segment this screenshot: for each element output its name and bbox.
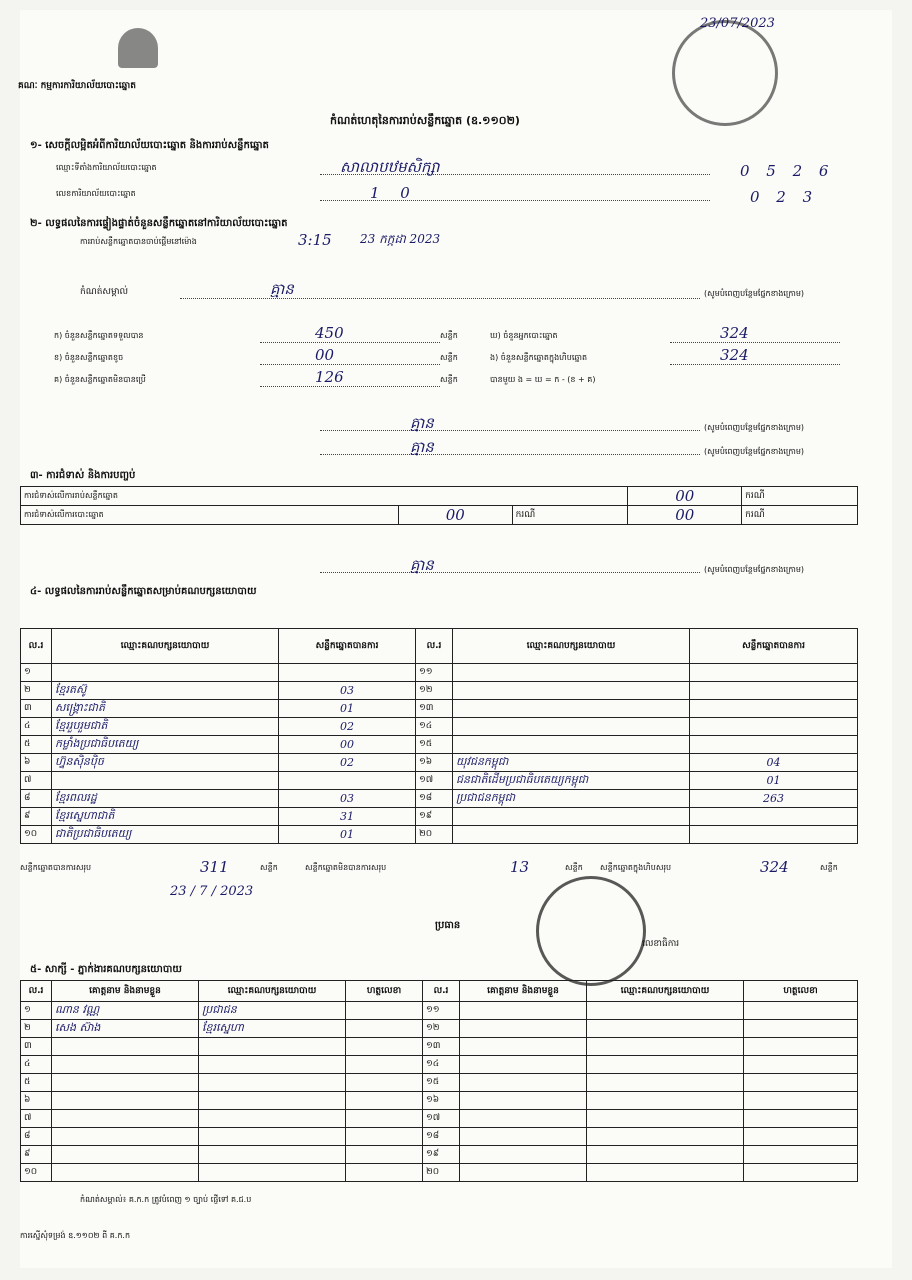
ballots-box-label: ង) ចំនួនសន្លឹកឆ្នោតក្នុងហិបឆ្នោត [490, 353, 588, 362]
obj-row2b-unit: ករណី [742, 506, 858, 525]
voters-label: ឃ) ចំនួនអ្នកបោះឆ្នោត [490, 331, 558, 340]
vote-cell [453, 664, 690, 682]
witness-cell: ២ [21, 1020, 52, 1038]
table-row [21, 772, 858, 790]
witness-cell [460, 1092, 587, 1110]
votes-col-party-r: ឈ្មោះគណបក្សនយោបាយ [453, 629, 690, 664]
witness-cell: ១៩ [423, 1146, 460, 1164]
witness-cell [587, 1056, 744, 1074]
table-row [21, 1110, 858, 1128]
witness-cell: ៦ [21, 1092, 52, 1110]
vote-cell: យុវជនកម្ពុជា [453, 754, 690, 772]
table-row [21, 718, 858, 736]
official-stamp-bottom [536, 876, 646, 986]
witness-cell [346, 1092, 423, 1110]
section5-title: ៥- សាក្សី - ភ្នាក់ងារគណបក្សនយោបាយ [30, 964, 182, 975]
vote-cell: ១១ [416, 664, 453, 682]
witness-cell [199, 1146, 346, 1164]
witness-cell [199, 1056, 346, 1074]
obj-row1-label: ការជំទាស់លើការរាប់សន្លឹកឆ្នោត [21, 487, 628, 506]
vote-cell: ១០ [21, 826, 52, 844]
formula: បានមួយ ង = ឃ = ក - (ខ + គ) [490, 375, 596, 384]
total-valid: 311 [200, 858, 229, 876]
witness-cell [587, 1128, 744, 1146]
total-invalid-label: សន្លឹកឆ្នោតមិនបានការសរុប [305, 863, 387, 872]
vote-cell [52, 772, 279, 790]
chair-label: ប្រធាន [435, 920, 461, 931]
witness-cell [460, 1110, 587, 1128]
vote-cell [453, 700, 690, 718]
vote-cell [453, 808, 690, 826]
witness-cell [199, 1164, 346, 1182]
vote-cell: ១៣ [416, 700, 453, 718]
vote-cell: ខ្មែរស្នេហាជាតិ [52, 808, 279, 826]
witness-cell [346, 1164, 423, 1182]
obj-row2b-value: 00 [628, 506, 742, 525]
vote-cell [690, 664, 858, 682]
wit-col-party-l: ឈ្មោះគណបក្សនយោបាយ [199, 981, 346, 1002]
wit-col-no-l: ល.រ [21, 981, 52, 1002]
count-a-label: ក) ចំនួនសន្លឹកឆ្នោតទទួលបាន [54, 331, 144, 340]
witness-cell: ១៧ [423, 1110, 460, 1128]
witness-cell [52, 1038, 199, 1056]
witness-cell: សេង ស៊ាង [52, 1020, 199, 1038]
votes-col-votes-l: សន្លឹកឆ្នោតបានការ [279, 629, 416, 664]
witness-cell [460, 1056, 587, 1074]
vote-cell [279, 664, 416, 682]
total-invalid-unit: សន្លឹក [565, 863, 583, 872]
witness-cell: ខ្មែរស្នេហា [199, 1020, 346, 1038]
witness-cell [744, 1092, 858, 1110]
s2-time-value: 3:15 [298, 231, 332, 249]
secretary-label: លេខាធិការ [642, 939, 680, 949]
vote-cell: ខ្មែរពលរដ្ឋ [52, 790, 279, 808]
vote-cell: 03 [279, 682, 416, 700]
witness-cell [346, 1038, 423, 1056]
s2-note3-value: គ្មាន [410, 438, 434, 456]
vote-cell: ១៦ [416, 754, 453, 772]
vote-cell: ១២ [416, 682, 453, 700]
s1-row2-value: 1 0 [370, 184, 418, 202]
witness-cell [587, 1164, 744, 1182]
witness-cell [199, 1128, 346, 1146]
table-row [21, 1038, 858, 1056]
witness-cell [744, 1002, 858, 1020]
s2-fill-hint: (សូមបំពេញបន្ថែមផ្នែកខាងក្រោម) [704, 289, 805, 298]
vote-cell: 02 [279, 718, 416, 736]
vote-cell: 02 [279, 754, 416, 772]
witness-cell [587, 1002, 744, 1020]
witness-cell: ៥ [21, 1074, 52, 1092]
witness-cell [52, 1164, 199, 1182]
witness-cell [52, 1074, 199, 1092]
vote-cell: 263 [690, 790, 858, 808]
witness-cell [52, 1056, 199, 1074]
table-row [21, 826, 858, 844]
vote-cell: 31 [279, 808, 416, 826]
witness-cell [587, 1092, 744, 1110]
witness-cell [460, 1128, 587, 1146]
witness-cell [52, 1146, 199, 1164]
witness-cell [744, 1020, 858, 1038]
vote-cell: 03 [279, 790, 416, 808]
witness-cell [744, 1128, 858, 1146]
vote-cell [690, 826, 858, 844]
witness-cell [460, 1002, 587, 1020]
vote-cell: សង្គ្រោះជាតិ [52, 700, 279, 718]
witness-cell: ៣ [21, 1038, 52, 1056]
count-c-value: 126 [315, 368, 344, 386]
wit-col-no-r: ល.រ [423, 981, 460, 1002]
count-c-unit: សន្លឹក [440, 375, 458, 384]
witness-cell [744, 1146, 858, 1164]
s2-time-label: ការរាប់សន្លឹកឆ្នោតបានចាប់ផ្តើមនៅម៉ោង [80, 237, 197, 246]
obj-row1-unit: ករណី [742, 487, 858, 506]
witness-cell [744, 1038, 858, 1056]
witness-cell [460, 1020, 587, 1038]
s1-row2-label: លេខការិយាល័យបោះឆ្នោត [56, 189, 136, 198]
votes-col-party-l: ឈ្មោះគណបក្សនយោបាយ [52, 629, 279, 664]
witness-cell [587, 1038, 744, 1056]
witness-cell [52, 1128, 199, 1146]
vote-cell: ជាតិប្រជាធិបតេយ្យ [52, 826, 279, 844]
wit-col-sign-r: ហត្ថលេខា [744, 981, 858, 1002]
vote-cell: ១៨ [416, 790, 453, 808]
vote-cell [690, 682, 858, 700]
wit-col-name-r: គោត្តនាម និងនាមខ្លួន [460, 981, 587, 1002]
vote-cell: ១៩ [416, 808, 453, 826]
table-row [21, 700, 858, 718]
witness-cell: ១៦ [423, 1092, 460, 1110]
witness-cell: ណាន វណ្ណ [52, 1002, 199, 1020]
section1-title: ១- សេចក្តីលម្អិតអំពីការិយាល័យបោះឆ្នោត និងការរាប់សន្លឹកឆ្នោត [30, 140, 269, 151]
witness-cell [587, 1074, 744, 1092]
witness-cell [199, 1092, 346, 1110]
witness-cell [744, 1074, 858, 1092]
ballots-box-value: 324 [720, 346, 749, 364]
votes-col-no-l: ល.រ [21, 629, 52, 664]
vote-cell: ២ [21, 682, 52, 700]
vote-cell: ខ្មែរតស៊ូ [52, 682, 279, 700]
vote-cell [690, 700, 858, 718]
vote-cell: 00 [279, 736, 416, 754]
vote-cell [52, 664, 279, 682]
table-row [21, 736, 858, 754]
vote-cell: 01 [690, 772, 858, 790]
witness-cell [346, 1056, 423, 1074]
witness-cell: ១២ [423, 1020, 460, 1038]
witness-cell: ២០ [423, 1164, 460, 1182]
s2-note1-value: គ្មាន [270, 280, 294, 298]
table-row [21, 1092, 858, 1110]
witness-cell [587, 1110, 744, 1128]
obj-row2-value: 00 [398, 506, 512, 525]
wit-col-sign-l: ហត្ថលេខា [346, 981, 423, 1002]
witness-cell: ប្រជាជន [199, 1002, 346, 1020]
witness-cell: ១១ [423, 1002, 460, 1020]
count-a-value: 450 [315, 324, 344, 342]
total-valid-label: សន្លឹកឆ្នោតបានការសរុប [20, 863, 92, 872]
count-b-value: 00 [315, 346, 335, 364]
total-invalid: 13 [510, 858, 530, 876]
s3-fill-hint: (សូមបំពេញបន្ថែមផ្នែកខាងក្រោម) [704, 565, 805, 574]
count-b-label: ខ) ចំនួនសន្លឹកឆ្នោតខូច [54, 353, 124, 362]
witness-cell: ១៨ [423, 1128, 460, 1146]
s2-fill-hint-2: (សូមបំពេញបន្ថែមផ្នែកខាងក្រោម) [704, 423, 805, 432]
vote-cell: ១៥ [416, 736, 453, 754]
total-box-unit: សន្លឹក [820, 863, 838, 872]
vote-cell [453, 826, 690, 844]
total-valid-unit: សន្លឹក [260, 863, 278, 872]
vote-cell: ២០ [416, 826, 453, 844]
witness-cell [346, 1020, 423, 1038]
witness-cell: ១០ [21, 1164, 52, 1182]
vote-cell: ៣ [21, 700, 52, 718]
count-c-label: គ) ចំនួនសន្លឹកឆ្នោតមិនបានប្រើ [54, 375, 146, 384]
emblem-icon [118, 28, 158, 68]
table-row [21, 790, 858, 808]
obj-row2-unit: ករណី [512, 506, 628, 525]
vote-cell [690, 718, 858, 736]
witness-cell: ១ [21, 1002, 52, 1020]
witness-cell [460, 1146, 587, 1164]
vote-cell: ១៧ [416, 772, 453, 790]
table-row [21, 754, 858, 772]
witness-cell [744, 1110, 858, 1128]
witness-cell: ៧ [21, 1110, 52, 1128]
table-row [21, 682, 858, 700]
votes-table [20, 628, 858, 844]
table-row [21, 1074, 858, 1092]
witness-cell: ៨ [21, 1128, 52, 1146]
vote-cell [690, 736, 858, 754]
obj-row2-label: ការជំទាស់លើការបោះឆ្នោត [21, 506, 399, 525]
witness-cell [460, 1038, 587, 1056]
total-box: 324 [760, 858, 789, 876]
footer-text: ការស្នើសុំទម្រង់ ឧ.១១០២ ពី គ.ក.ក [20, 1231, 131, 1240]
s2-fill-hint-3: (សូមបំពេញបន្ថែមផ្នែកខាងក្រោម) [704, 447, 805, 456]
objection-table [20, 486, 858, 525]
witness-cell: ១៤ [423, 1056, 460, 1074]
table-row [21, 664, 858, 682]
table-row [21, 1020, 858, 1038]
table-row [21, 1164, 858, 1182]
wit-col-party-r: ឈ្មោះគណបក្សនយោបាយ [587, 981, 744, 1002]
form-title: កំណត់ហេតុនៃការរាប់សន្លឹកឆ្នោត (ឧ.១១០២) [330, 114, 520, 127]
vote-cell: ១ [21, 664, 52, 682]
count-b-unit: សន្លឹក [440, 353, 458, 362]
section2-title: ២- លទ្ធផលនៃការផ្ទៀងផ្ទាត់ចំនួនសន្លឹកឆ្នោតនៅការិយាល័យបោះឆ្នោត [30, 218, 288, 229]
vote-cell: ១៤ [416, 718, 453, 736]
table-row [21, 1056, 858, 1074]
witness-cell [199, 1038, 346, 1056]
witness-cell [52, 1092, 199, 1110]
section3-title: ៣- ការជំទាស់ និងការបញ្ចប់ [30, 470, 136, 481]
vote-cell: កម្លាំងប្រជាធិបតេយ្យ [52, 736, 279, 754]
sign-date: 23 / 7 / 2023 [170, 884, 254, 899]
count-a-unit: សន្លឹក [440, 331, 458, 340]
witness-cell [346, 1074, 423, 1092]
vote-cell: ៨ [21, 790, 52, 808]
org-name: គណៈ កម្មការការិយាល័យបោះឆ្នោត [18, 81, 136, 91]
vote-cell: 04 [690, 754, 858, 772]
s1-row1-code: 0 5 2 6 [740, 162, 835, 180]
section4-title: ៤- លទ្ធផលនៃការរាប់សន្លឹកឆ្នោតសម្រាប់គណបក្សនយោបាយ [30, 586, 257, 597]
witness-cell [346, 1002, 423, 1020]
vote-cell: 01 [279, 700, 416, 718]
witness-cell [744, 1164, 858, 1182]
witness-cell [460, 1164, 587, 1182]
vote-cell [453, 736, 690, 754]
witness-cell [52, 1110, 199, 1128]
vote-cell: ប្រជាជនកម្ពុជា [453, 790, 690, 808]
table-row [21, 1002, 858, 1020]
table-row [21, 1146, 858, 1164]
vote-cell: ខ្មែររួបរួមជាតិ [52, 718, 279, 736]
vote-cell [453, 718, 690, 736]
witness-cell [199, 1074, 346, 1092]
table-row [21, 1128, 858, 1146]
vote-cell: ៦ [21, 754, 52, 772]
witness-cell [460, 1074, 587, 1092]
document-page [20, 10, 892, 1268]
witness-cell [346, 1128, 423, 1146]
witness-cell [199, 1110, 346, 1128]
witness-cell: ១៣ [423, 1038, 460, 1056]
vote-cell [279, 772, 416, 790]
s1-row1-value: សាលាបឋមសិក្សា [340, 158, 440, 176]
vote-cell: 01 [279, 826, 416, 844]
witness-cell [744, 1056, 858, 1074]
footnote: កំណត់សម្គាល់៖ គ.ក.ក ត្រូវបំពេញ ១ ច្បាប់ ផ្ញើទៅ គ.ជ.ប [80, 1195, 252, 1204]
vote-cell [690, 808, 858, 826]
witness-cell: ៩ [21, 1146, 52, 1164]
witness-cell [346, 1146, 423, 1164]
voters-value: 324 [720, 324, 749, 342]
vote-cell: ហ្វ៊ុនស៊ិនប៉ិច [52, 754, 279, 772]
votes-col-votes-r: សន្លឹកឆ្នោតបានការ [690, 629, 858, 664]
votes-col-no-r: ល.រ [416, 629, 453, 664]
witness-table [20, 980, 858, 1182]
vote-cell: ៤ [21, 718, 52, 736]
table-row [21, 808, 858, 826]
vote-cell [453, 682, 690, 700]
obj-row1-value: 00 [628, 487, 742, 506]
vote-cell: ៥ [21, 736, 52, 754]
witness-cell [587, 1146, 744, 1164]
s2-note1-label: កំណត់សម្គាល់ [80, 287, 129, 297]
witness-cell: ៤ [21, 1056, 52, 1074]
s1-row2-code: 0 2 3 [750, 188, 819, 206]
vote-cell: ៧ [21, 772, 52, 790]
witness-cell: ១៥ [423, 1074, 460, 1092]
s2-date-value: 23 កក្កដា 2023 [360, 232, 441, 246]
s2-note2-value: គ្មាន [410, 414, 434, 432]
s3-note-value: គ្មាន [410, 556, 434, 574]
vote-cell: ជនជាតិដើមប្រជាធិបតេយ្យកម្ពុជា [453, 772, 690, 790]
witness-cell [587, 1020, 744, 1038]
vote-cell: ៩ [21, 808, 52, 826]
total-box-label: សន្លឹកឆ្នោតក្នុងហិបសរុប [600, 863, 672, 872]
wit-col-name-l: គោត្តនាម និងនាមខ្លួន [52, 981, 199, 1002]
official-stamp-top [672, 20, 778, 126]
witness-cell [346, 1110, 423, 1128]
s1-row1-label: ឈ្មោះទីតាំងការិយាល័យបោះឆ្នោត [56, 163, 157, 172]
stamp-date: 23/07/2023 [700, 16, 775, 31]
